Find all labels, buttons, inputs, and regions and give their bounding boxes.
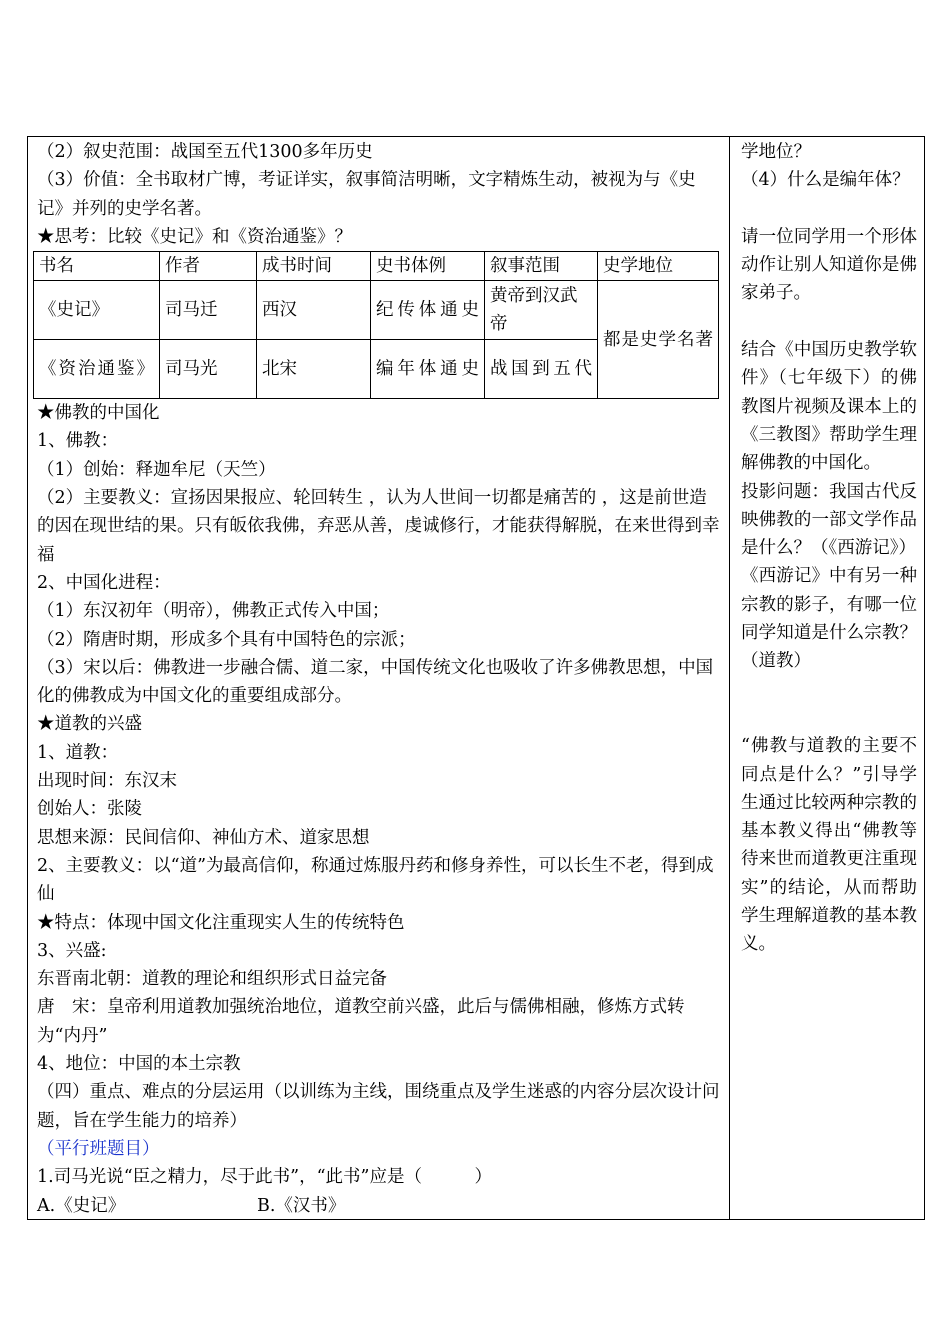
taoism-heading: ★道教的兴盛 xyxy=(37,714,142,735)
text-line: 1、佛教： xyxy=(37,431,119,452)
text-line: 2、主要教义：以“道”为最高信仰，称通过炼服丹药和修身养性，可以长生不老，得到成仙 xyxy=(37,855,714,905)
table-cell: 黄帝到汉武帝 xyxy=(485,281,598,340)
text-line: （2）隋唐时期，形成多个具有中国特色的宗派； xyxy=(37,629,416,650)
text-line: （1）创始：释迦牟尼（天竺） xyxy=(37,459,276,480)
table-header-cell: 成书时间 xyxy=(257,252,371,281)
text-line: 4、地位：中国的本土宗教 xyxy=(37,1054,241,1075)
table-header-cell: 叙事范围 xyxy=(485,252,598,281)
table-header-cell: 史书体例 xyxy=(371,252,485,281)
table-cell: 《史记》 xyxy=(34,281,160,340)
main-column xyxy=(37,138,721,1220)
table-cell: 纪传体通史 xyxy=(371,281,485,340)
text-line: 1、道教： xyxy=(37,742,119,763)
note-text: 结合《中国历史教学软件》（七年级下）的佛教图片视频及课本上的《三教图》帮助学生理解佛教的中国化。 xyxy=(741,340,917,474)
text-line: 思想来源：民间信仰、神仙方术、道家思想 xyxy=(37,827,370,848)
column-divider xyxy=(729,136,730,1220)
question-1: 1.司马光说“臣之精力，尽于此书”，“此书”应是（ ） xyxy=(37,1167,492,1188)
text-line: （四）重点、难点的分层运用（以训练为主线，围绕重点及学生迷惑的内容分层次设计问题，旨在学生能力的培养） xyxy=(37,1082,720,1131)
buddhism-heading: ★佛教的中国化 xyxy=(37,403,160,424)
table-cell: 战国到五代 xyxy=(485,340,598,399)
table-cell: 北宋 xyxy=(257,340,371,399)
text-line: （1）东汉初年（明帝），佛教正式传入中国； xyxy=(37,601,390,622)
table-header-cell: 书名 xyxy=(34,252,160,281)
value-paragraph: （3）价值：全书取材广博，考证详实，叙事简洁明晰，文字精炼生动，被视为与《史记》并列的史学名著。 xyxy=(37,170,696,219)
text-line: 3、兴盛: xyxy=(37,940,107,961)
note-text: 投影问题：我国古代反映佛教的一部文学作品是什么？（《西游记》） xyxy=(741,481,917,559)
text-line: ★特点：体现中国文化注重现实人生的传统特色 xyxy=(37,912,405,933)
text-line: 东晋南北朝：道教的理论和组织形式日益完备 xyxy=(37,969,387,990)
options-line xyxy=(37,1192,721,1220)
text-line: 2、中国化进程： xyxy=(37,572,171,593)
text-line: （2）主要教义：宣扬因果报应、轮回转生 ，认为人世间一切都是痛苦的 ，这是前世造的因在现世结的果。只有皈依我佛，弃恶从善，虔诚修行，才能获得解脱，在来世得到幸福 xyxy=(37,488,720,565)
table-cell: 编年体通史 xyxy=(371,340,485,399)
table-row xyxy=(34,281,719,340)
option-b: B.《汉书》 xyxy=(257,1195,346,1216)
table-header-row xyxy=(34,252,719,281)
think-question: ★思考：比较《史记》和《资治通鉴》？ xyxy=(37,226,352,247)
text-line: 出现时间：东汉末 xyxy=(37,771,177,792)
table-cell: 西汉 xyxy=(257,281,371,340)
table-header-cell: 作者 xyxy=(160,252,257,281)
note-text: （4）什么是编年体？ xyxy=(741,170,910,191)
text-line: （3）宋以后：佛教进一步融合儒、道二家，中国传统文化也吸收了许多佛教思想，中国化的佛教成为中国文化的重要组成部分。 xyxy=(37,657,714,707)
note-text: 请一位同学用一个形体动作让别人知道你是佛家弟子。 xyxy=(741,226,917,304)
parallel-class-label: （平行班题目） xyxy=(37,1138,160,1159)
table-cell-shared: 都是史学名著 xyxy=(598,281,719,399)
text-line: 唐 宋：皇帝利用道教加强统治地位，道教空前兴盛，此后与儒佛相融，修炼方式转为“内丹” xyxy=(37,997,685,1046)
table-cell: 《资治通鉴》 xyxy=(34,340,160,399)
note-text: “佛教与道教的主要不同点是什么？”引导学生通过比较两种宗教的基本教义得出“佛教等待来世而道教更注重现实”的结论，从而帮助学生理解道教的基本教义。 xyxy=(741,736,917,955)
table-header-cell: 史学地位 xyxy=(598,252,719,281)
comparison-table xyxy=(33,251,719,399)
note-text: 《西游记》中有另一种宗教的影子，有哪一位同学知道是什么宗教？（道教） xyxy=(741,566,917,672)
teaching-notes-column xyxy=(741,138,917,959)
table-cell: 司马迁 xyxy=(160,281,257,340)
scope-paragraph: （2）叙史范围：战国至五代1300多年历史 xyxy=(37,142,373,162)
note-text: 学地位？ xyxy=(741,142,811,162)
table-cell: 司马光 xyxy=(160,340,257,399)
text-line: 创始人：张陵 xyxy=(37,799,142,820)
option-a: A.《史记》 xyxy=(37,1195,126,1216)
